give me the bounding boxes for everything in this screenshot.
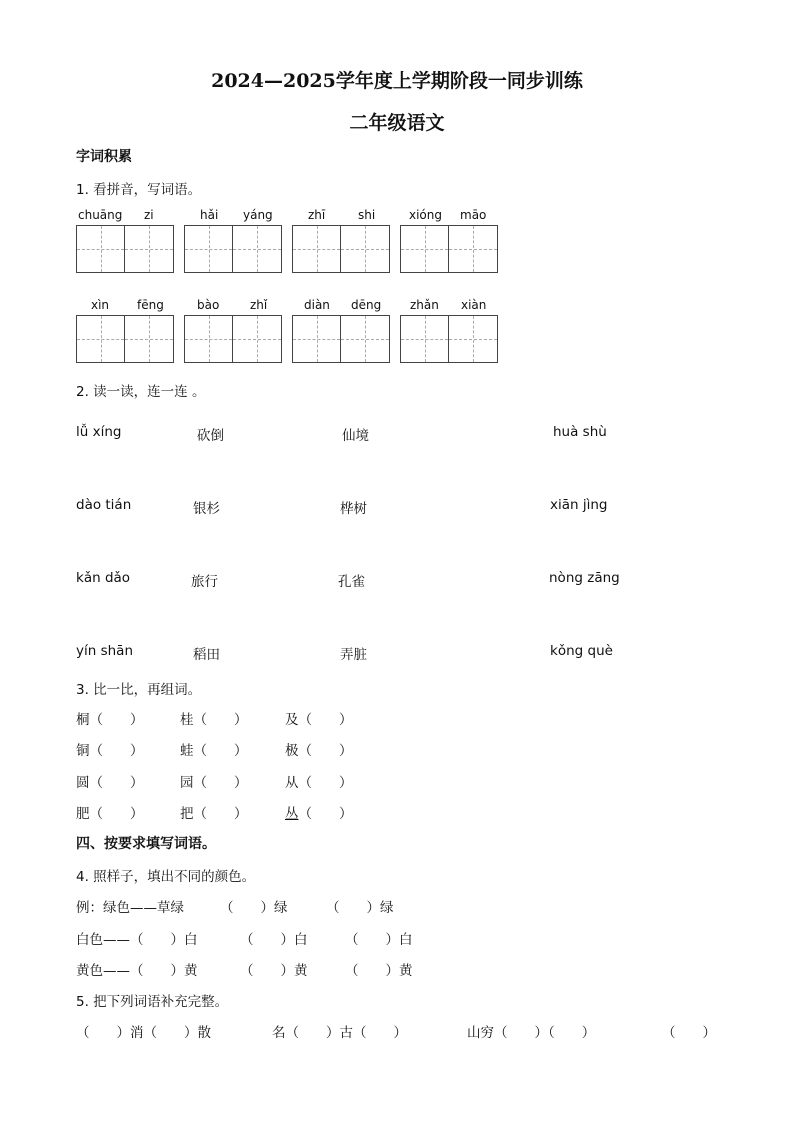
pinyin-label: hǎi	[200, 208, 219, 222]
compare-item: 圆（ ）	[76, 775, 144, 791]
match-word-left: 旅行	[191, 574, 218, 590]
pinyin-label: zhǐ	[250, 298, 268, 312]
idiom-item: （ ）	[662, 1025, 716, 1041]
pinyin-label: zhǎn	[410, 298, 439, 312]
match-pinyin-left: yín shān	[76, 643, 134, 659]
color-blank: （ ）白	[345, 932, 413, 948]
question-1-prompt: 1. 看拼音，写词语。	[76, 182, 202, 198]
pinyin-label: fēng	[137, 298, 164, 312]
writing-grid[interactable]	[184, 315, 282, 363]
match-word-right: 孔雀	[338, 574, 365, 590]
color-blank: （ ）白	[240, 932, 308, 948]
question-5-prompt: 5. 把下列词语补充完整。	[76, 994, 229, 1010]
match-pinyin-left: lǚ xíng	[76, 424, 122, 440]
pinyin-label: zhī	[308, 208, 326, 222]
match-pinyin-left: dào tián	[76, 497, 132, 513]
page-title: 2024—2025学年度上学期阶段一同步训练	[211, 70, 583, 92]
match-pinyin-left: kǎn dǎo	[76, 570, 131, 586]
compare-item: 把（ ）	[180, 806, 248, 822]
match-word-left: 银杉	[193, 501, 220, 517]
compare-item: 极（ ）	[285, 743, 353, 759]
compare-item: 铜（ ）	[76, 743, 144, 759]
match-pinyin-right: xiān jìng	[550, 497, 608, 513]
compare-item: 桐（ ）	[76, 712, 144, 728]
pinyin-label: xiàn	[461, 298, 487, 312]
idiom-item: 名（ ）古（ ）	[272, 1025, 407, 1041]
match-word-right: 仙境	[342, 428, 369, 444]
match-word-right: 弄脏	[340, 647, 367, 663]
compare-char-underlined: 丛	[285, 806, 299, 822]
page-subtitle: 二年级语文	[349, 112, 445, 134]
compare-blank: （ ）	[298, 806, 353, 822]
compare-item: 园（ ）	[180, 775, 248, 791]
color-blank: （ ）绿	[326, 900, 394, 916]
color-example: 例：绿色——草绿	[76, 900, 184, 916]
pinyin-label: dēng	[351, 298, 382, 312]
color-white-row: 白色——（ ）白	[76, 932, 198, 948]
compare-item	[285, 802, 353, 822]
question-3-prompt: 3. 比一比，再组词。	[76, 682, 202, 698]
pinyin-label: xióng	[409, 208, 442, 222]
idiom-item: （ ）消（ ）散	[76, 1025, 211, 1041]
compare-item: 蛙（ ）	[180, 743, 248, 759]
pinyin-label: xìn	[91, 298, 110, 312]
question-2-prompt: 2. 读一读，连一连 。	[76, 384, 206, 400]
match-pinyin-right: nòng zāng	[549, 570, 620, 586]
pinyin-label: shi	[358, 208, 376, 222]
pinyin-label: yáng	[243, 208, 273, 222]
color-yellow-row: 黄色——（ ）黄	[76, 963, 198, 979]
section-heading-fill-words: 四、按要求填写词语。	[76, 836, 216, 852]
compare-item: 从（ ）	[285, 775, 353, 791]
section-heading-vocabulary: 字词积累	[76, 149, 132, 165]
writing-grid[interactable]	[400, 315, 498, 363]
compare-item: 及（ ）	[285, 712, 353, 728]
color-blank: （ ）绿	[220, 900, 288, 916]
color-blank: （ ）黄	[345, 963, 413, 979]
match-word-left: 稻田	[193, 647, 220, 663]
color-blank: （ ）黄	[240, 963, 308, 979]
writing-grid[interactable]	[292, 315, 390, 363]
pinyin-label: diàn	[304, 298, 330, 312]
writing-grid[interactable]	[184, 225, 282, 273]
question-4-prompt: 4. 照样子，填出不同的颜色。	[76, 869, 256, 885]
compare-item: 肥（ ）	[76, 806, 144, 822]
pinyin-label: zi	[144, 208, 154, 222]
match-pinyin-right: huà shù	[553, 424, 607, 440]
pinyin-label: bào	[197, 298, 220, 312]
writing-grid[interactable]	[76, 225, 174, 273]
writing-grid[interactable]	[400, 225, 498, 273]
match-word-right: 桦树	[340, 501, 367, 517]
match-pinyin-right: kǒng què	[550, 643, 613, 659]
compare-item: 桂（ ）	[180, 712, 248, 728]
match-word-left: 砍倒	[197, 428, 224, 444]
pinyin-label: māo	[460, 208, 487, 222]
idiom-item: 山穷（ ）（ ）	[467, 1025, 596, 1041]
writing-grid[interactable]	[292, 225, 390, 273]
writing-grid[interactable]	[76, 315, 174, 363]
pinyin-label: chuāng	[78, 208, 123, 222]
